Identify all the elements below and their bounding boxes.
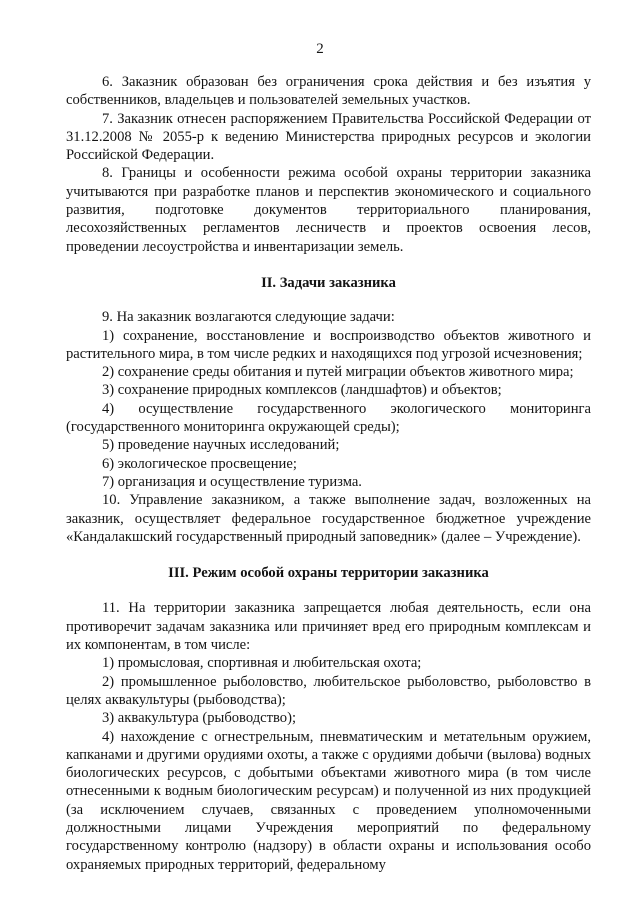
paragraph-8: 8. Границы и особенности режима особой охраны территории заказника учитываются при разработке планов и перспектив экономического и социального развития, подготовке документов территориального планирования, лесохозяйственных регламентов лесничеств и проектов освоения лесов, проведении лесоустройства и инвентаризации земель.: [66, 165, 591, 255]
list-item-task-2: 2) сохранение среды обитания и путей миграции объектов животного мира;: [102, 364, 574, 381]
list-item-prohibition-3: 3) аквакультура (рыбоводство);: [102, 710, 297, 727]
list-item-prohibition-2: 2) промышленное рыболовство, любительское рыболовство, рыболовство в целях аквакультуры (рыбоводства);: [66, 673, 591, 708]
paragraph-9: 9. На заказник возлагаются следующие задачи:: [102, 309, 395, 326]
section-2-heading: II. Задачи заказника: [261, 274, 396, 291]
list-item-task-1: 1) сохранение, восстановление и воспроизводство объектов животного и растительного мира, в том числе редких и находящихся под угрозой исчезновения;: [66, 327, 591, 362]
list-item-task-3: 3) сохранение природных комплексов (ландшафтов) и объектов;: [102, 382, 502, 399]
section-spacer: [66, 292, 591, 308]
list-item-prohibition-4: 4) нахождение с огнестрельным, пневматическим и метательным оружием, капканами и другими орудиями охоты, а также с орудиями добычи (вылова) водных биологических ресурсов, с добытыми объектами животного мира (в том числе отнесенными к водным биологическим ресурсам) и полученной из них продукцией (за исключением случаев, связанных с проведением уполномоченными должностными лицами Учреждения мероприятий по федеральному государственному контролю (надзору) в области охраны и использования особо охраняемых природных территорий, федеральному: [66, 728, 591, 873]
list-item-task-4: 4) осуществление государственного экологического мониторинга (государственного мониторинга окружающей среды);: [66, 400, 591, 436]
paragraph-6: 6. Заказник образован без ограничения срока действия и без изъятия у собственников, владельцев и пользователей земельных участков.: [66, 74, 591, 109]
page-number: 2: [316, 41, 324, 57]
document-body: [66, 73, 591, 874]
section-spacer: [66, 582, 591, 599]
list-item-task-7: 7) организация и осуществление туризма.: [102, 473, 362, 490]
paragraph-7: 7. Заказник отнесен распоряжением Правительства Российской Федерации от 31.12.2008 № 2055-р к ведению Министерства природных ресурсов и экологии Российской Федерации.: [66, 110, 591, 164]
section-spacer: [66, 546, 591, 564]
list-item-task-5: 5) проведение научных исследований;: [102, 437, 340, 454]
list-item-prohibition-1: 1) промысловая, спортивная и любительская охота;: [102, 655, 422, 672]
section-spacer: [66, 256, 591, 274]
paragraph-10: 10. Управление заказником, а также выполнение задач, возложенных на заказник, осуществляет федеральное государственное бюджетное учреждение «Кандалакшский государственный природный заповедник» (далее – Учреждение).: [66, 492, 591, 545]
paragraph-11: 11. На территории заказника запрещается любая деятельность, если она противоречит задачам заказника или причиняет вред его природным комплексам и их компонентам, в том числе:: [66, 600, 591, 654]
list-item-task-6: 6) экологическое просвещение;: [102, 455, 297, 472]
section-3-heading: III. Режим особой охраны территории заказника: [168, 565, 489, 582]
